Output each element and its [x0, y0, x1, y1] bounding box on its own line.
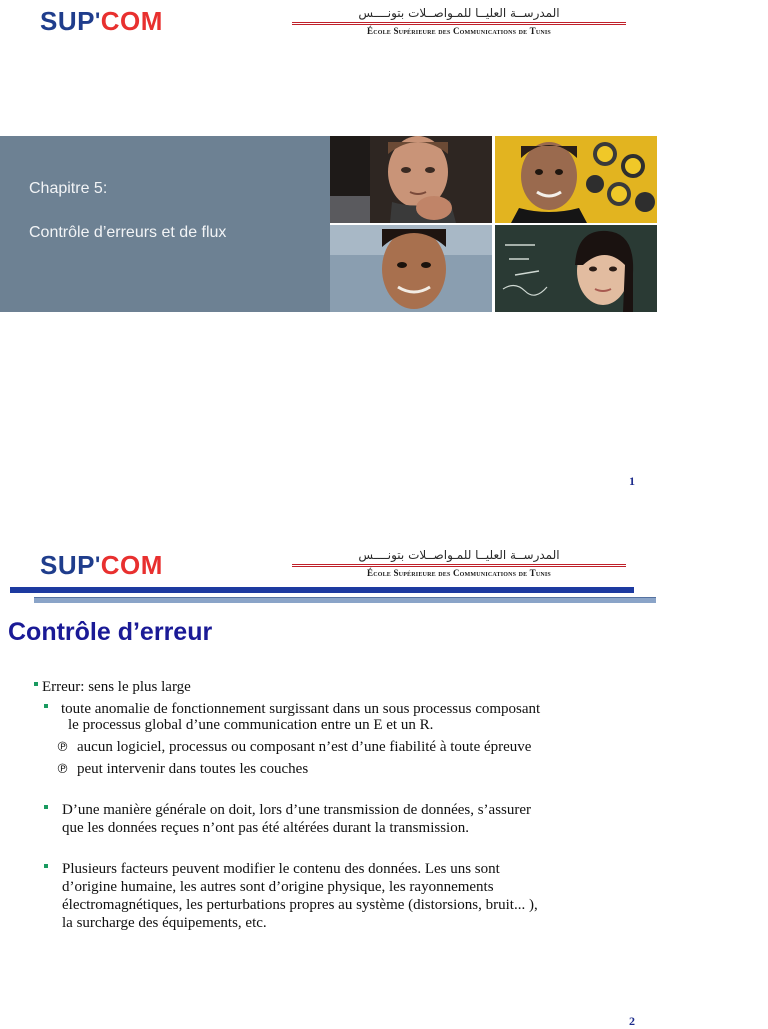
bullet-3-line-3: électromagnétiques, les perturbations propres au système (distorsions, bruit... ),	[62, 897, 538, 913]
photo-smiling-man	[495, 136, 657, 223]
page-number: 1	[629, 474, 635, 488]
slide-title: Contrôle d’erreur	[8, 618, 213, 646]
bullet-marker	[44, 864, 48, 868]
bullet-2-line-2: que les données reçues n’ont pas été altérées durant la transmission.	[62, 820, 469, 836]
bullet-marker	[34, 682, 38, 686]
slide-2	[0, 518, 668, 1028]
header-divider-dark	[10, 587, 634, 593]
p-marker-icon: ℗	[56, 740, 69, 755]
bullet-1-sub-line-1: toute anomalie de fonctionnement surgissant dans un sous processus composant	[61, 701, 541, 717]
logo-apostrophe: '	[94, 8, 101, 33]
logo-com: COM	[100, 6, 163, 36]
sub-point-1: aucun logiciel, processus ou composant n’est d’une fiabilité à toute épreuve	[77, 739, 532, 755]
bullet-3-line-1: Plusieurs facteurs peuvent modifier le contenu des données. Les uns sont	[62, 861, 500, 877]
bullet-3-line-4: la surcharge des équipements, etc.	[62, 915, 267, 931]
chapter-label: Chapitre 5:	[29, 180, 108, 197]
chapter-banner	[0, 136, 330, 312]
header-divider-light	[34, 597, 656, 603]
photo-young-man	[330, 225, 492, 312]
photo-woman-blackboard	[495, 225, 657, 312]
school-name	[292, 548, 626, 579]
chapter-title: Contrôle d’erreurs et de flux	[29, 224, 227, 241]
bullet-marker	[44, 805, 48, 809]
bullet-2-line-1: D’une manière générale on doit, lors d’une transmission de données, s’assurer	[62, 802, 532, 818]
school-name-arabic: المدرســة العليــا للمـواصــلات بتونــــس	[358, 6, 560, 20]
logo-sup: SUP	[40, 550, 95, 580]
school-name-french: École Supérieure des Communications de Tunis	[367, 26, 551, 36]
school-name	[292, 6, 626, 37]
photo-man-thinking	[330, 136, 492, 223]
school-rule-bottom	[292, 566, 626, 567]
school-rule-top	[292, 564, 626, 565]
bullet-1-sub-line-2: le processus global d’une communication entre un E et un R.	[68, 717, 434, 733]
logo-com: COM	[100, 550, 163, 580]
supcom-logo	[40, 552, 163, 578]
page-number: 2	[629, 1014, 635, 1028]
supcom-logo	[40, 8, 163, 34]
school-rule-top	[292, 22, 626, 23]
school-name-french: École Supérieure des Communications de Tunis	[367, 568, 551, 578]
school-rule-bottom	[292, 24, 626, 25]
bullet-1-text: Erreur: sens le plus large	[42, 679, 191, 695]
p-marker-icon: ℗	[56, 762, 69, 777]
bullet-3-line-2: d’origine humaine, les autres sont d’origine physique, les rayonnements	[62, 879, 494, 895]
sub-point-2: peut intervenir dans toutes les couches	[77, 761, 309, 777]
school-name-arabic: المدرســة العليــا للمـواصــلات بتونــــس	[358, 548, 560, 562]
logo-apostrophe: '	[94, 552, 101, 577]
slide-1	[0, 0, 668, 512]
logo-sup: SUP	[40, 6, 95, 36]
photo-collage	[330, 136, 657, 312]
sub-bullet-marker	[44, 704, 48, 708]
